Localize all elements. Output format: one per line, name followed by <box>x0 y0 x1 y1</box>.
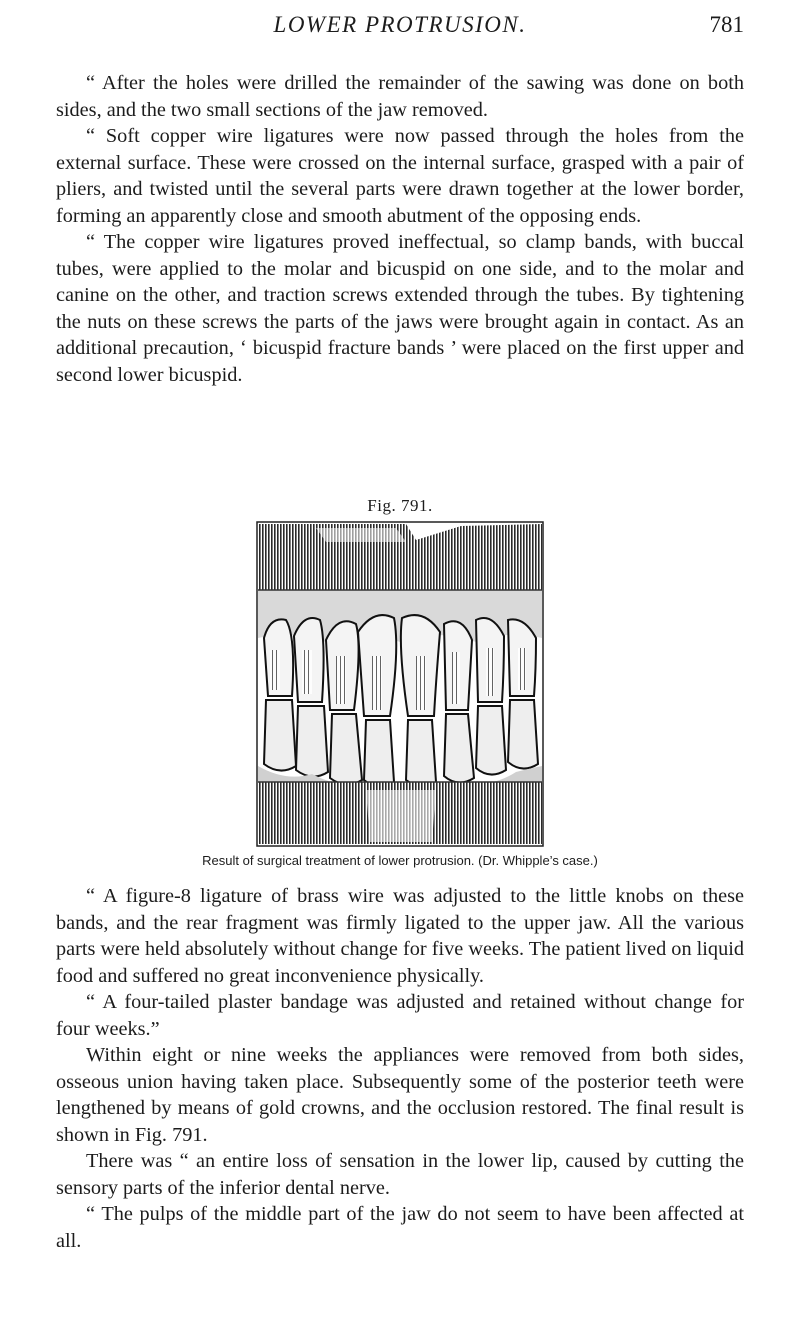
paragraph: Within eight or nine weeks the appliances were removed from both sides, osseous union having taken place. Subsequently some of the posterior teeth were lengthened by means of gold crowns, and the occlusion restored. The final result is shown in Fig. 791. <box>56 1044 744 1146</box>
running-head: LOWER PROTRUSION. <box>273 12 527 37</box>
dental-cast-figure <box>256 520 544 848</box>
paragraph: “ The copper wire ligatures proved ineffectual, so clamp bands, with buccal tubes, were applied to the molar and bicuspid on one side, and to the molar and canine on the other, and traction screws extended through the tubes. By tightening the nuts on these screws the parts of the jaws were brought again in contact. As an additional precaution, ‘ bicuspid fracture bands ’ were placed on the first upper and second lower bicuspid. <box>56 231 744 386</box>
figure-label: Fig. 791. <box>367 496 433 515</box>
paragraph: “ After the holes were drilled the remainder of the sawing was done on both sides, and the two small sections of the jaw removed. <box>56 72 744 121</box>
paragraph: “ A four-tailed plaster bandage was adjusted and retained without change for four weeks.” <box>56 991 744 1040</box>
page-number: 781 <box>709 12 744 37</box>
paragraph: “ Soft copper wire ligatures were now passed through the holes from the external surface. These were crossed on the internal surface, grasped with a pair of pliers, and twisted until the several parts were drawn together at the lower border, forming an apparently close and smooth abutment of the opposing ends. <box>56 125 744 227</box>
dental-cast-illustration <box>256 520 544 848</box>
body-text-bottom <box>56 883 744 1254</box>
paragraph: “ The pulps of the middle part of the jaw do not seem to have been affected at all. <box>56 1203 744 1252</box>
page-header <box>56 12 744 44</box>
paragraph: There was “ an entire loss of sensation in the lower lip, caused by cutting the sensory parts of the inferior dental nerve. <box>56 1150 744 1199</box>
paragraph: “ A figure-8 ligature of brass wire was adjusted to the little knobs on these bands, and the rear fragment was firmly ligated to the upper jaw. All the various parts were held absolutely without change for five weeks. The patient lived on liquid food and suffered no great inconvenience physically. <box>56 885 744 987</box>
figure-caption: Result of surgical treatment of lower protrusion. (Dr. Whipple’s case.) <box>202 853 598 868</box>
body-text-top <box>56 70 744 388</box>
